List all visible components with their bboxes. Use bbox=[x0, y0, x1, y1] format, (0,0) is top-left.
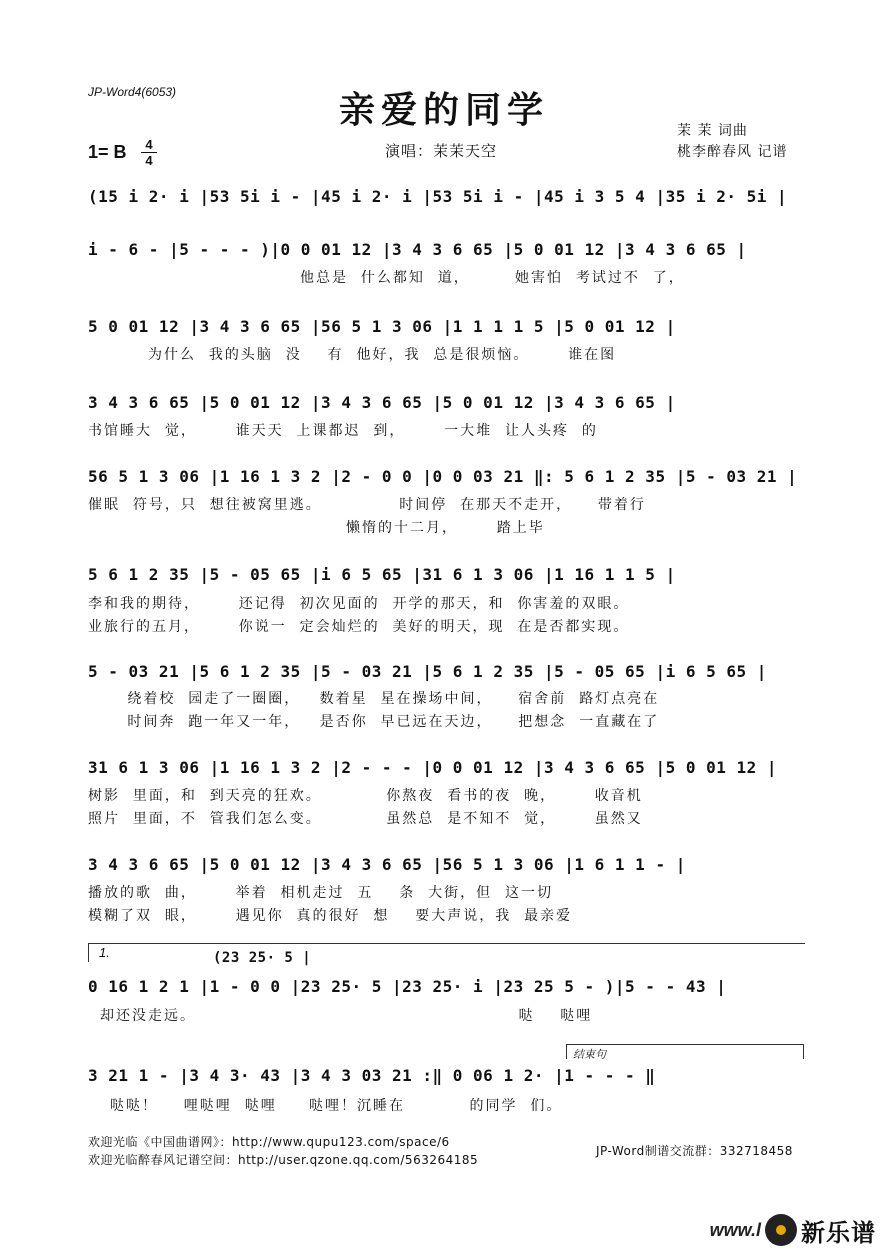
lyric-line-4: 书馆睡大 觉， 谁天天 上课都迟 到， 一大堆 让人头疼 的 bbox=[88, 423, 598, 439]
volta-label: 1. bbox=[99, 945, 110, 960]
score-line-10: 0 16 1 2 1 |1 - 0 0 |23 25· 5 |23 25· i |23 25 5 - )|5 - - 43 | bbox=[88, 977, 727, 996]
time-signature-top: 4 bbox=[145, 137, 153, 152]
footer-link-qupu: 欢迎光临《中国曲谱网》：http://www.qupu123.com/space/6 bbox=[88, 1135, 450, 1149]
site-logo bbox=[710, 1212, 876, 1248]
lyric-line-7a: 绕着校 园走了一圈圈， 数着星 星在操场中间， 宿舍前 路灯点亮在 bbox=[108, 691, 660, 707]
key-signature: 1= B bbox=[88, 142, 127, 162]
lyric-line-9a: 播放的歌 曲， 举着 相机走过 五 条 大街，但 这一切 bbox=[88, 885, 554, 901]
footer-link-qzone: 欢迎光临醉春风记谱空间：http://user.qzone.qq.com/563264185 bbox=[88, 1153, 479, 1167]
lyric-line-6a: 李和我的期待， 还记得 初次见面的 开学的那天，和 你害羞的双眼。 bbox=[88, 596, 630, 612]
lyric-line-5a: 催眠 符号，只 想往被窝里逃。 时间停 在那天不走开， 带着行 bbox=[88, 497, 646, 513]
time-signature bbox=[141, 138, 157, 167]
lyric-line-2: 他总是 什么都知 道， 她害怕 考试过不 了， bbox=[300, 270, 685, 286]
lyric-line-7b: 时间奔 跑一年又一年， 是否你 早已远在天边， 把想念 一直藏在了 bbox=[108, 714, 660, 730]
music-disc-icon bbox=[765, 1214, 797, 1246]
source-label: JP-Word4(6053) bbox=[88, 85, 177, 99]
score-line-8: 31 6 1 3 06 |1 16 1 3 2 |2 - - - |0 0 01 12 |3 4 3 6 65 |5 0 01 12 | bbox=[88, 758, 778, 777]
lyric-line-6b: 业旅行的五月， 你说一 定会灿烂的 美好的明天，现 在是否都实现。 bbox=[88, 619, 630, 635]
song-title: 亲爱的同学 bbox=[338, 89, 549, 131]
score-line-2: i - 6 - |5 - - - )|0 0 01 12 |3 4 3 6 65 |5 0 01 12 |3 4 3 6 65 | bbox=[88, 240, 747, 259]
ending-label: 结束句 bbox=[573, 1048, 606, 1061]
score-line-3: 5 0 01 12 |3 4 3 6 65 |56 5 1 3 06 |1 1 1 1 5 |5 0 01 12 | bbox=[88, 317, 676, 336]
score-line-6: 5 6 1 2 35 |5 - 05 65 |i 6 5 65 |31 6 1 3 06 |1 16 1 1 5 | bbox=[88, 565, 676, 584]
footer-group: JP-Word制谱交流群：332718458 bbox=[596, 1144, 793, 1158]
lyric-line-8b: 照片 里面，不 管我们怎么变。 虽然总 是不知不 觉， 虽然又 bbox=[88, 811, 643, 827]
ending-bracket bbox=[566, 1044, 804, 1059]
first-ending-bracket bbox=[88, 943, 805, 962]
composer-credit: 茉 茉 词曲 bbox=[677, 123, 748, 139]
lyric-line-10: 却还没走远。 哒 哒哩 bbox=[100, 1008, 593, 1024]
score-line-10-upper: (23 25· 5 | bbox=[213, 950, 312, 966]
score-line-9: 3 4 3 6 65 |5 0 01 12 |3 4 3 6 65 |56 5 1 3 06 |1 6 1 1 - | bbox=[88, 855, 686, 874]
score-line-1: (15 i 2· i |53 5i i - |45 i 2· i |53 5i i - |45 i 3 5 4 |35 i 2· 5i | bbox=[88, 187, 788, 206]
logo-brand: 新乐谱 bbox=[801, 1218, 876, 1247]
lyric-line-9b: 模糊了双 眼， 遇见你 真的很好 想 要大声说，我 最亲爱 bbox=[88, 908, 573, 924]
lyric-line-3: 为什么 我的头脑 没 有 他好，我 总是很烦恼。 谁在图 bbox=[148, 347, 617, 363]
score-line-5: 56 5 1 3 06 |1 16 1 3 2 |2 - 0 0 |0 0 03 21 ‖: 5 6 1 2 35 |5 - 03 21 | bbox=[88, 467, 798, 486]
score-line-7: 5 - 03 21 |5 6 1 2 35 |5 - 03 21 |5 6 1 2 35 |5 - 05 65 |i 6 5 65 | bbox=[88, 662, 767, 681]
lyric-line-8a: 树影 里面，和 到天亮的狂欢。 你熬夜 看书的夜 晚， 收音机 bbox=[88, 788, 643, 804]
score-line-4: 3 4 3 6 65 |5 0 01 12 |3 4 3 6 65 |5 0 01 12 |3 4 3 6 65 | bbox=[88, 393, 676, 412]
lyric-line-11: 哒哒！ 哩哒哩 哒哩 哒哩！沉睡在 的同学 们。 bbox=[110, 1098, 563, 1114]
logo-www: www.l bbox=[709, 1219, 761, 1240]
singer-credit: 演唱：茉茉天空 bbox=[385, 142, 498, 160]
lyric-line-5b: 懒惰的十二月， 踏上毕 bbox=[88, 520, 545, 536]
score-line-11: 3 21 1 - |3 4 3· 43 |3 4 3 03 21 :‖ 0 06 1 2· |1 - - - ‖ bbox=[88, 1066, 656, 1085]
transcriber-credit: 桃李醉春风 记谱 bbox=[677, 144, 788, 160]
time-signature-bottom: 4 bbox=[145, 153, 153, 168]
